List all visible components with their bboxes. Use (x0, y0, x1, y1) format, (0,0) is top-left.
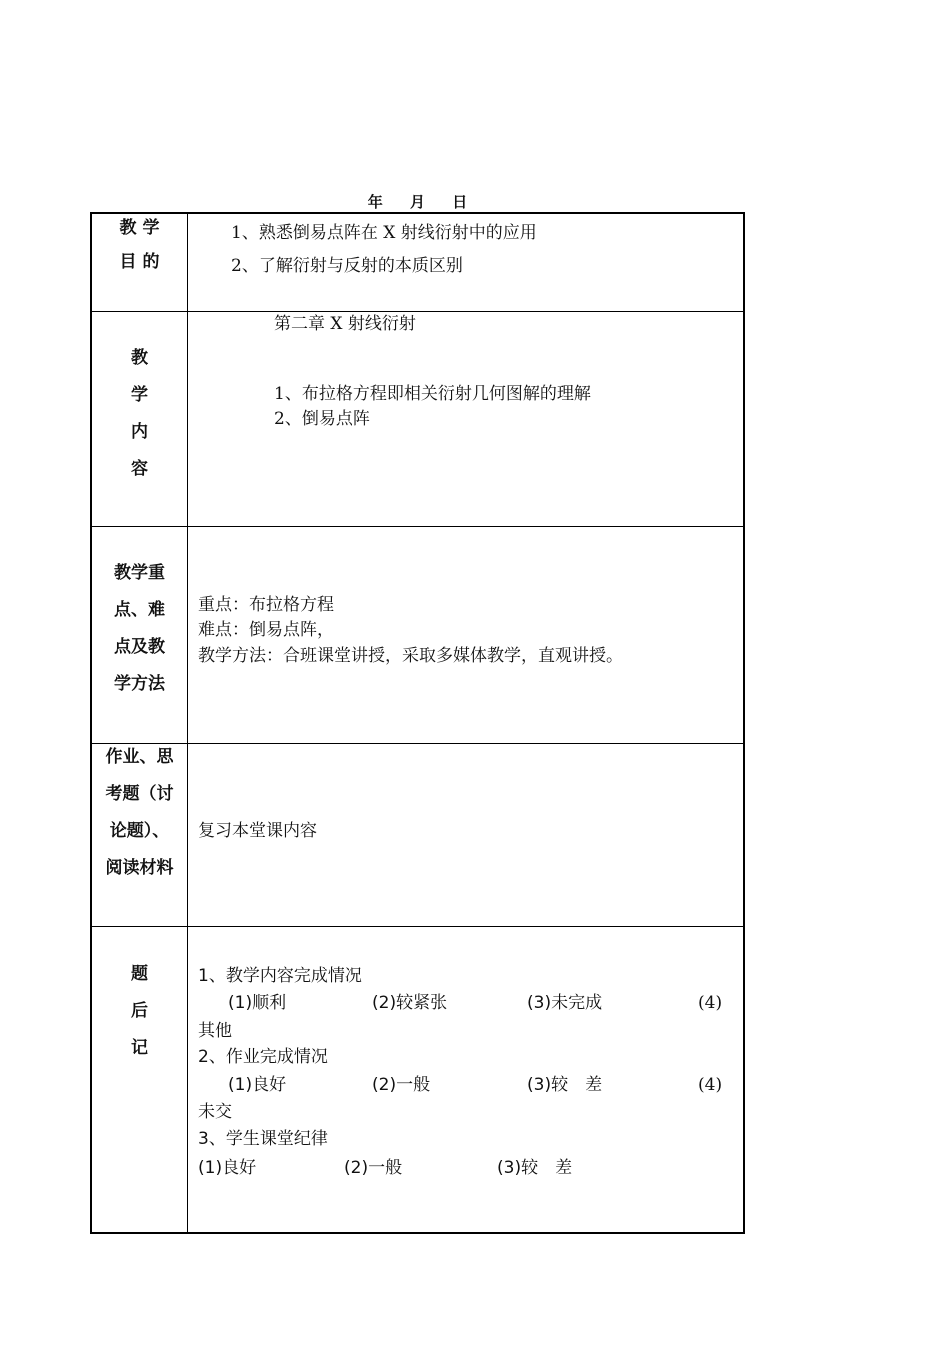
label-char: 记 (131, 1038, 148, 1058)
option-good: (1)良好 (198, 1158, 257, 1178)
teaching-method: 教学方法：合班课堂讲授，采取多媒体教学，直观讲授。 (198, 646, 623, 666)
option-tight: (2)较紧张 (372, 993, 448, 1013)
column-divider (187, 214, 188, 1232)
label-line: 点、难 (114, 600, 165, 620)
label-char: 内 (131, 422, 148, 442)
option-number: (4) (698, 993, 723, 1013)
label-line: 目 的 (119, 252, 160, 272)
row-divider (92, 926, 743, 927)
label-char: 学 (131, 385, 148, 405)
row-divider (92, 743, 743, 744)
notes-label (92, 956, 187, 1067)
content-item: 1、布拉格方程即相关衍射几何图解的理解 (274, 384, 591, 404)
option-other: 其他 (198, 1021, 232, 1041)
notes-question: 2、作业完成情况 (198, 1047, 328, 1067)
difficult-point: 难点：倒易点阵， (198, 620, 334, 640)
content-item: 2、倒易点阵 (274, 409, 370, 429)
label-char: 后 (131, 1001, 148, 1021)
option-smooth: (1)顺利 (228, 993, 287, 1013)
label-line: 阅读材料 (105, 858, 174, 878)
chapter-title: 第二章 X 射线衍射 (274, 314, 416, 334)
label-line: 点及教 (114, 637, 165, 657)
key-point: 重点：布拉格方程 (198, 595, 334, 615)
label-line: 考题（讨 (105, 784, 174, 804)
content-label (92, 340, 187, 488)
label-line: 作业、思 (105, 747, 174, 767)
option-unfinished: (3)未完成 (527, 993, 603, 1013)
option-not-submitted: 未交 (198, 1102, 232, 1122)
label-line: 论题）、 (109, 821, 170, 841)
option-good: (1)良好 (228, 1075, 287, 1095)
option-average: (2)一般 (344, 1158, 403, 1178)
notes-question: 1、教学内容完成情况 (198, 966, 362, 986)
option-average: (2)一般 (372, 1075, 431, 1095)
label-line: 学方法 (114, 674, 165, 694)
row-divider (92, 311, 743, 312)
label-char: 教 (131, 348, 148, 368)
label-char: 容 (131, 459, 148, 479)
objectives-label (92, 210, 187, 281)
homework-text: 复习本堂课内容 (198, 821, 317, 841)
label-line: 教学重 (114, 563, 165, 583)
option-poor: (3)较 差 (497, 1158, 573, 1178)
objective-item: 1、熟悉倒易点阵在 X 射线衍射中的应用 (231, 223, 537, 243)
row-divider (92, 526, 743, 527)
option-poor: (3)较 差 (527, 1075, 603, 1095)
label-line: 教 学 (119, 218, 160, 238)
label-char: 题 (131, 964, 148, 984)
homework-label (92, 739, 187, 887)
date-line: 年 月 日 (367, 193, 468, 211)
lesson-plan-table (90, 212, 745, 1234)
objective-item: 2、了解衍射与反射的本质区别 (231, 256, 463, 276)
focus-label (92, 555, 187, 703)
notes-question: 3、学生课堂纪律 (198, 1129, 328, 1149)
option-number: (4) (698, 1075, 723, 1095)
